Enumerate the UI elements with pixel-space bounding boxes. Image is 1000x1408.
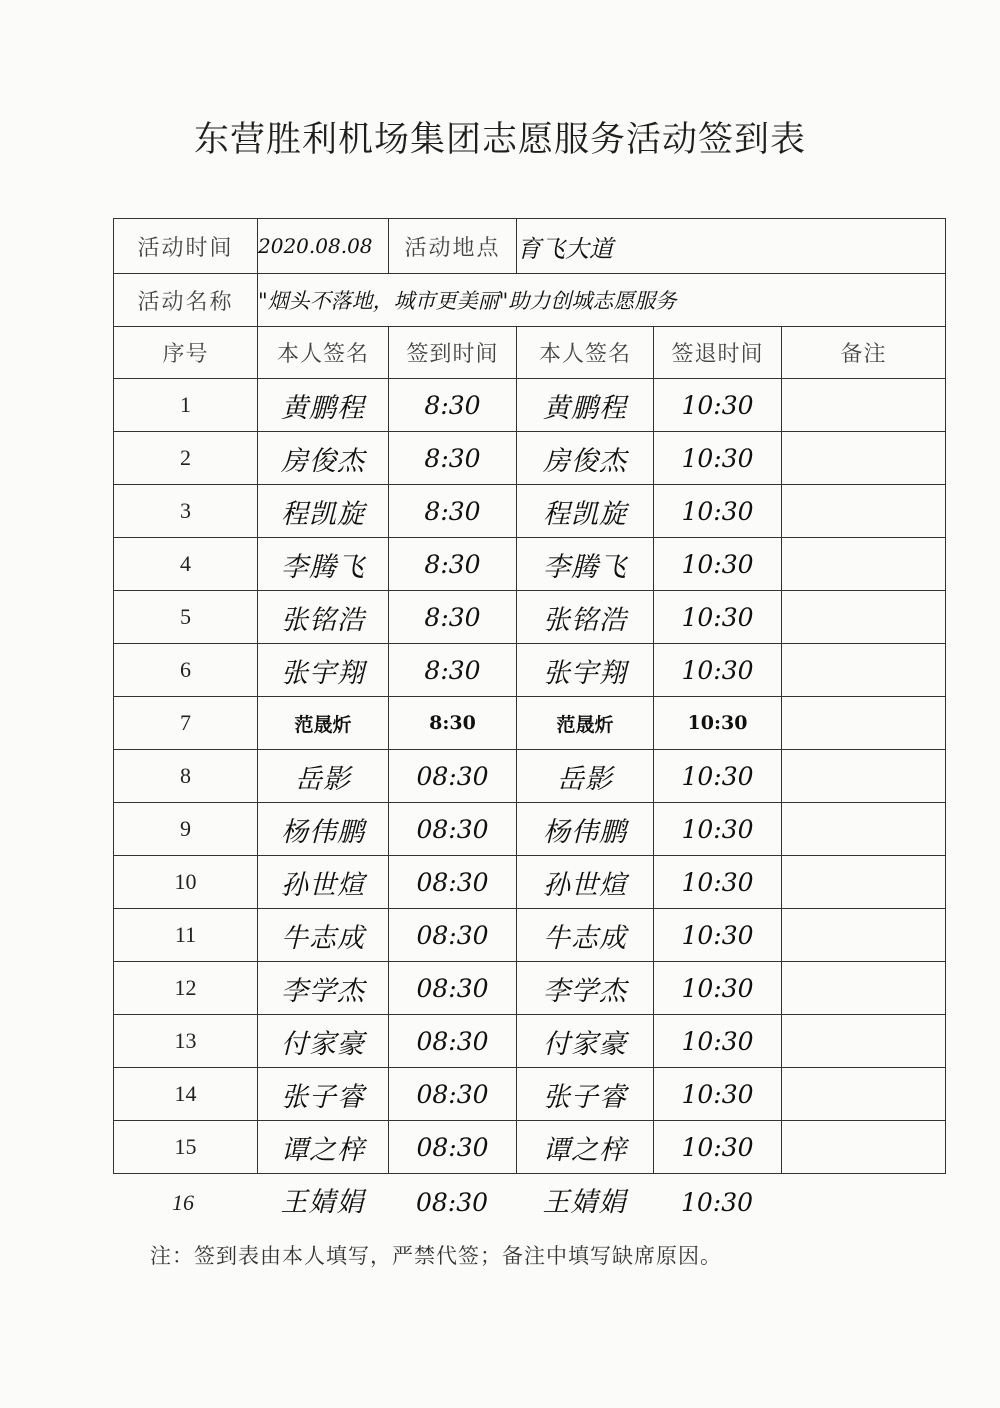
sign-out-time-cell: 10:30 <box>654 591 782 644</box>
seq-cell: 4 <box>114 538 258 591</box>
sign-out-time-cell: 10:30 <box>654 432 782 485</box>
sign-out-time-cell: 10:30 <box>654 962 782 1015</box>
sign-in-time-cell: 8:30 <box>389 697 517 750</box>
table-row <box>114 591 946 644</box>
page-title: 东营胜利机场集团志愿服务活动签到表 <box>193 120 806 160</box>
sign-in-time-cell: 08:30 <box>389 962 517 1015</box>
remark-cell <box>782 432 946 485</box>
remark-cell <box>782 1015 946 1068</box>
table-row <box>114 750 946 803</box>
sign-in-name-cell: 牛志成 <box>258 909 389 962</box>
sign-in-name-cell: 谭之梓 <box>258 1121 389 1174</box>
sign-out-name-cell: 牛志成 <box>517 909 654 962</box>
sign-in-time-cell: 8:30 <box>389 644 517 697</box>
sign-out-name-cell: 张子睿 <box>517 1068 654 1121</box>
table-row <box>114 856 946 909</box>
remark-cell <box>782 803 946 856</box>
remark-cell <box>782 591 946 644</box>
remark-cell <box>782 1068 946 1121</box>
sign-in-name-cell: 李学杰 <box>258 962 389 1015</box>
sign-out-time-cell: 10:30 <box>654 750 782 803</box>
seq-cell: 11 <box>114 909 258 962</box>
sign-out-name-cell: 李学杰 <box>517 962 654 1015</box>
sign-out-time-cell: 10:30 <box>654 1015 782 1068</box>
extra-row-16 <box>113 1178 945 1228</box>
seq-cell: 10 <box>114 856 258 909</box>
extra-row-sign-in-name: 王婧娟 <box>280 1187 365 1218</box>
sign-in-time-cell: 8:30 <box>389 538 517 591</box>
seq-cell: 13 <box>114 1015 258 1068</box>
sign-in-name-cell: 张铭浩 <box>258 591 389 644</box>
sign-in-name-cell: 孙世煊 <box>258 856 389 909</box>
sign-in-name-cell: 岳影 <box>258 750 389 803</box>
header-row <box>114 327 946 379</box>
seq-cell: 1 <box>114 379 258 432</box>
sign-in-time-cell: 08:30 <box>389 1121 517 1174</box>
extra-row-seq: 16 <box>172 1190 194 1215</box>
sign-out-time-cell: 10:30 <box>654 803 782 856</box>
info-row-name <box>114 274 946 327</box>
sign-out-time-cell: 10:30 <box>654 697 782 750</box>
sign-in-name-cell: 付家豪 <box>258 1015 389 1068</box>
sign-out-time-cell: 10:30 <box>654 1121 782 1174</box>
sign-in-name-cell: 范晟炘 <box>258 697 389 750</box>
remark-cell <box>782 697 946 750</box>
sign-in-time-cell: 08:30 <box>389 856 517 909</box>
sign-in-name-cell: 黄鹏程 <box>258 379 389 432</box>
seq-cell: 12 <box>114 962 258 1015</box>
seq-cell: 5 <box>114 591 258 644</box>
sign-out-time-cell: 10:30 <box>654 1068 782 1121</box>
sign-out-name-cell: 程凯旋 <box>517 485 654 538</box>
sign-out-time-cell: 10:30 <box>654 538 782 591</box>
table-row <box>114 697 946 750</box>
sign-out-time-cell: 10:30 <box>654 909 782 962</box>
activity-place-label: 活动地点 <box>389 219 517 274</box>
table-row <box>114 962 946 1015</box>
remark-cell <box>782 1121 946 1174</box>
sign-in-time-cell: 08:30 <box>389 1015 517 1068</box>
table-row <box>114 538 946 591</box>
sign-out-time-cell: 10:30 <box>654 856 782 909</box>
sign-out-name-cell: 黄鹏程 <box>517 379 654 432</box>
sign-in-time-cell: 8:30 <box>389 432 517 485</box>
sign-in-time-cell: 8:30 <box>389 379 517 432</box>
header-remark: 备注 <box>782 327 946 379</box>
table-row <box>114 379 946 432</box>
table-row <box>114 909 946 962</box>
seq-cell: 9 <box>114 803 258 856</box>
activity-name-value: "烟头不落地，城市更美丽"助力创城志愿服务 <box>258 274 946 327</box>
seq-cell: 2 <box>114 432 258 485</box>
table-row <box>114 644 946 697</box>
sign-in-time-cell: 08:30 <box>389 909 517 962</box>
sign-out-name-cell: 张宇翔 <box>517 644 654 697</box>
sign-in-table <box>113 218 946 1174</box>
sign-out-name-cell: 房俊杰 <box>517 432 654 485</box>
sign-in-name-cell: 房俊杰 <box>258 432 389 485</box>
table-row <box>114 1015 946 1068</box>
sign-out-name-cell: 杨伟鹏 <box>517 803 654 856</box>
sign-out-time-cell: 10:30 <box>654 379 782 432</box>
sign-out-name-cell: 范晟炘 <box>517 697 654 750</box>
sign-out-time-cell: 10:30 <box>654 485 782 538</box>
header-sign-in-name: 本人签名 <box>258 327 389 379</box>
extra-row-sign-out-time: 10:30 <box>680 1188 754 1217</box>
sign-out-name-cell: 张铭浩 <box>517 591 654 644</box>
table-row <box>114 485 946 538</box>
activity-place-value: 育飞大道 <box>517 219 946 274</box>
seq-cell: 6 <box>114 644 258 697</box>
sign-in-time-cell: 08:30 <box>389 750 517 803</box>
table-row <box>114 803 946 856</box>
remark-cell <box>782 856 946 909</box>
sign-out-name-cell: 付家豪 <box>517 1015 654 1068</box>
sign-in-name-cell: 李腾飞 <box>258 538 389 591</box>
sign-in-time-cell: 08:30 <box>389 1068 517 1121</box>
activity-time-value: 2020.08.08 <box>258 219 389 274</box>
activity-time-label: 活动时间 <box>114 219 258 274</box>
seq-cell: 14 <box>114 1068 258 1121</box>
extra-row-sign-in-time: 08:30 <box>415 1188 489 1217</box>
remark-cell <box>782 538 946 591</box>
remark-cell <box>782 962 946 1015</box>
sign-out-name-cell: 李腾飞 <box>517 538 654 591</box>
footnote: 注：签到表由本人填写，严禁代签；备注中填写缺席原因。 <box>150 1244 722 1268</box>
sign-in-name-cell: 张子睿 <box>258 1068 389 1121</box>
remark-cell <box>782 379 946 432</box>
remark-cell <box>782 485 946 538</box>
sign-in-time-cell: 8:30 <box>389 485 517 538</box>
sign-in-time-cell: 8:30 <box>389 591 517 644</box>
extra-row-sign-out-name: 王婧娟 <box>542 1187 627 1218</box>
sign-in-time-cell: 08:30 <box>389 803 517 856</box>
seq-cell: 7 <box>114 697 258 750</box>
header-sign-out-name: 本人签名 <box>517 327 654 379</box>
sign-out-time-cell: 10:30 <box>654 644 782 697</box>
sign-in-name-cell: 张宇翔 <box>258 644 389 697</box>
table-row <box>114 1121 946 1174</box>
activity-name-label: 活动名称 <box>114 274 258 327</box>
header-sign-in-time: 签到时间 <box>389 327 517 379</box>
header-sign-out-time: 签退时间 <box>654 327 782 379</box>
sign-in-name-cell: 杨伟鹏 <box>258 803 389 856</box>
sign-in-name-cell: 程凯旋 <box>258 485 389 538</box>
header-seq: 序号 <box>114 327 258 379</box>
remark-cell <box>782 750 946 803</box>
remark-cell <box>782 909 946 962</box>
remark-cell <box>782 644 946 697</box>
sign-out-name-cell: 谭之梓 <box>517 1121 654 1174</box>
seq-cell: 15 <box>114 1121 258 1174</box>
seq-cell: 8 <box>114 750 258 803</box>
seq-cell: 3 <box>114 485 258 538</box>
info-row-time <box>114 219 946 274</box>
sign-out-name-cell: 孙世煊 <box>517 856 654 909</box>
table-row <box>114 1068 946 1121</box>
table-row <box>114 432 946 485</box>
sign-out-name-cell: 岳影 <box>517 750 654 803</box>
